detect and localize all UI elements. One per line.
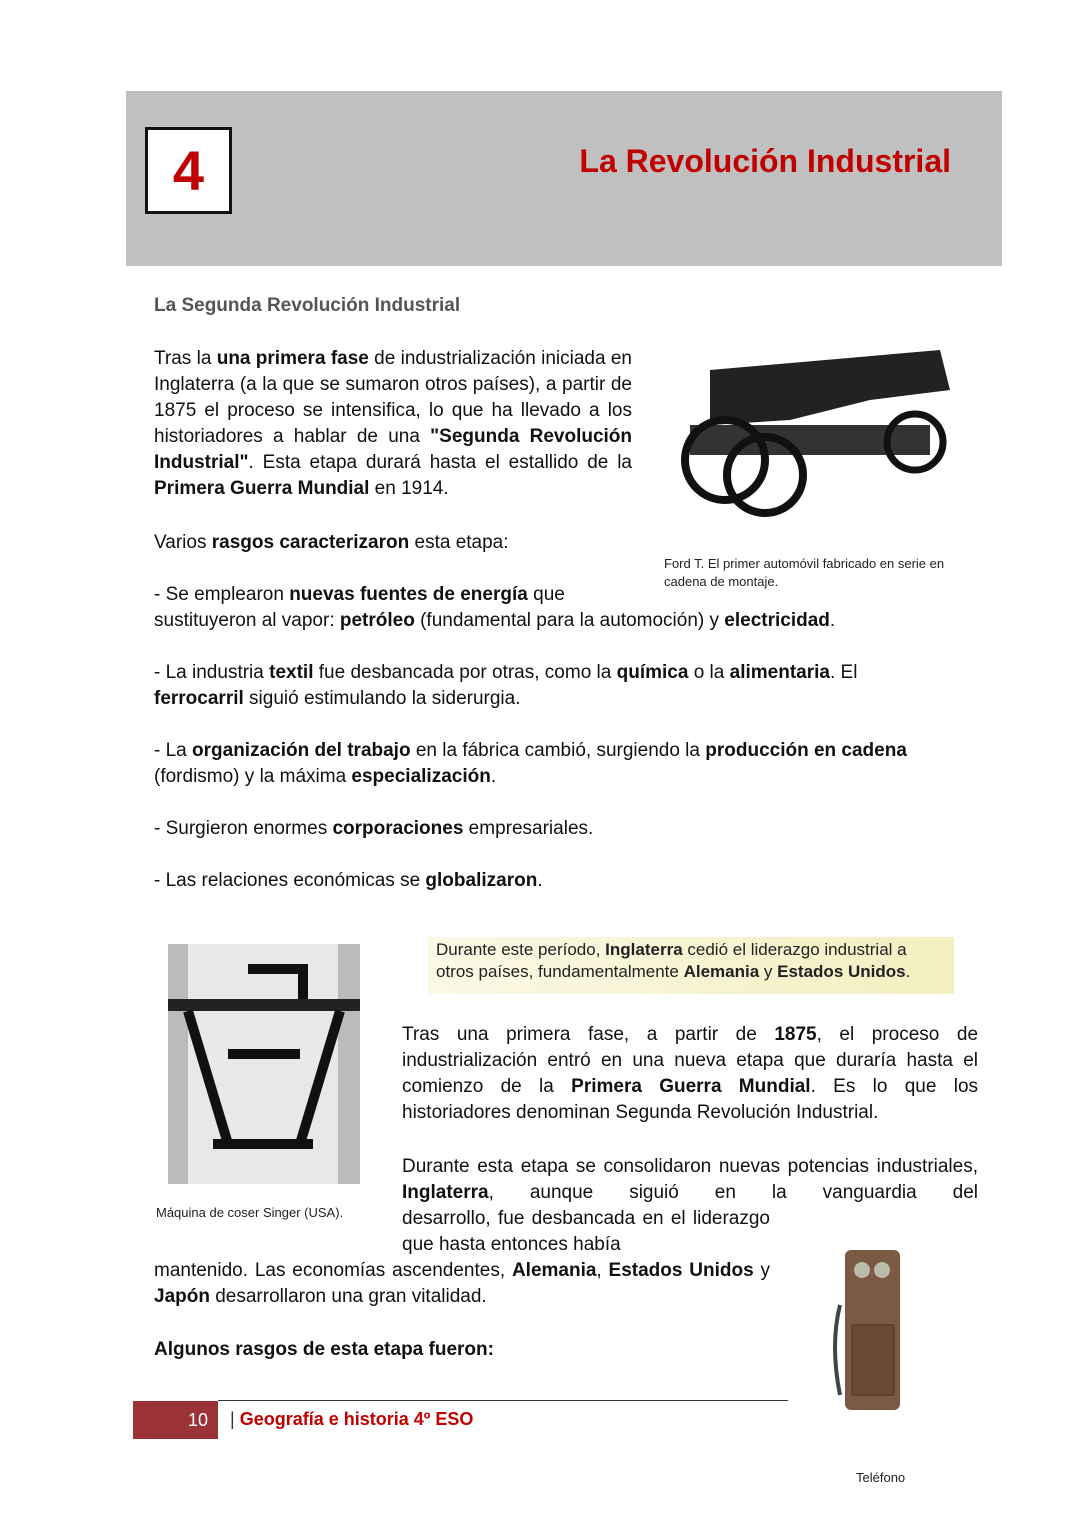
footer-book-title: | Geografía e historia 4º ESO xyxy=(230,1409,474,1429)
text-run: Tras una primera fase, a partir de xyxy=(402,1024,775,1045)
bold-text: nuevas fuentes de energía xyxy=(289,584,528,605)
text-run: , xyxy=(596,1260,609,1281)
telephone-image xyxy=(820,1245,915,1415)
section-title: La Segunda Revolución Industrial xyxy=(154,295,461,316)
bold-text: Inglaterra xyxy=(605,940,683,959)
bold-text: Estados Unidos xyxy=(608,1260,754,1281)
paragraph-powers-3 xyxy=(154,1258,770,1310)
text-run: mantenido. Las economías ascendentes, xyxy=(154,1260,512,1281)
text-run: en la fábrica cambió, surgiendo la xyxy=(410,740,706,761)
bullet-energy-2 xyxy=(154,608,835,634)
text-run: . xyxy=(829,610,836,631)
sewing-caption: Máquina de coser Singer (USA). xyxy=(156,1205,344,1220)
bold-text: textil xyxy=(269,662,314,683)
text-run: . El xyxy=(829,662,858,683)
bold-text: organización del trabajo xyxy=(192,740,411,761)
paragraph-powers-1 xyxy=(402,1154,978,1206)
text-run: . xyxy=(490,766,497,787)
text-run: esta etapa: xyxy=(409,532,509,553)
book-title-text: Geografía e historia 4º ESO xyxy=(239,1409,474,1429)
bold-text: producción en cadena xyxy=(705,740,907,761)
bullet-globalization xyxy=(154,868,543,894)
bold-text: Japón xyxy=(154,1286,210,1307)
text-run: Durante esta etapa se consolidaron nuevas potencias industriales, xyxy=(402,1156,978,1177)
paragraph-1875 xyxy=(402,1022,978,1126)
bold-text: ferrocarril xyxy=(154,688,244,709)
traits-intro xyxy=(154,530,509,556)
page-number: 10 xyxy=(133,1401,218,1439)
text-run: - La xyxy=(154,740,193,761)
bold-text: Primera Guerra Mundial xyxy=(571,1076,811,1097)
text-run: Tras la xyxy=(154,348,217,369)
singer-sewing-machine-image xyxy=(168,944,360,1184)
text-run: de industrialización iniciada en Inglaterra (a la que se sumaron otros países), a partir de 1875 el proceso se intensifica, lo que ha llevado a los historiadores a hablar de una xyxy=(154,348,632,447)
text-run: . xyxy=(905,962,911,981)
bullet-industry xyxy=(154,660,914,712)
text-run: que xyxy=(527,584,565,605)
bold-text: química xyxy=(616,662,689,683)
bold-text: globalizaron xyxy=(425,870,538,891)
traits-heading xyxy=(154,1337,494,1363)
bold-text: una primera fase xyxy=(216,348,369,369)
text-run: y xyxy=(753,1260,771,1281)
footer-divider xyxy=(218,1400,788,1401)
bullet-energy-1 xyxy=(154,582,565,608)
text-run: - Se emplearon xyxy=(154,584,290,605)
text-run: o la xyxy=(688,662,730,683)
chapter-number: 4 xyxy=(145,127,232,214)
bold-text: Inglaterra xyxy=(402,1182,489,1203)
text-run: cedió el liderazgo industrial a otros países, fundamentalmente xyxy=(436,940,907,981)
text-run: - Las relaciones económicas se xyxy=(154,870,426,891)
text-run: fue desbancada por otras, como la xyxy=(313,662,617,683)
bold-text: rasgos caracterizaron xyxy=(211,532,410,553)
ford-t-image xyxy=(670,330,960,520)
bold-text: Primera Guerra Mundial xyxy=(154,478,370,499)
highlight-box xyxy=(428,937,954,994)
bold-text: Algunos rasgos de esta etapa fueron: xyxy=(154,1339,494,1360)
bullet-work-organization xyxy=(154,738,954,790)
text-run: , aunque siguió en la vanguardia del xyxy=(488,1182,978,1203)
intro-paragraph xyxy=(154,346,632,502)
text-run: . Esta etapa durará hasta el estallido de la xyxy=(248,452,632,473)
bold-text: 1875 xyxy=(774,1024,817,1045)
chapter-title: La Revolución Industrial xyxy=(579,143,951,179)
bold-text: alimentaria xyxy=(729,662,830,683)
text-run: (fordismo) y la máxima xyxy=(154,766,352,787)
text-run: - Surgieron enormes xyxy=(154,818,333,839)
bold-text: petróleo xyxy=(339,610,415,631)
text-run: - La industria xyxy=(154,662,270,683)
text-run: y xyxy=(759,962,778,981)
text-run: Varios xyxy=(154,532,212,553)
car-caption: Ford T. El primer automóvil fabricado en serie en cadena de montaje. xyxy=(664,556,945,589)
text-run: siguió estimulando la siderurgia. xyxy=(243,688,521,709)
bold-text: electricidad xyxy=(724,610,830,631)
text-run: , el proceso de industrialización entró en una nueva etapa que duraría hasta el comienzo de la xyxy=(402,1024,979,1097)
bold-text: Estados Unidos xyxy=(777,962,906,981)
text-run: empresariales. xyxy=(463,818,594,839)
bold-text: especialización xyxy=(351,766,491,787)
text-run: Durante este período, xyxy=(436,940,606,959)
text-run: desarrollaron una gran vitalidad. xyxy=(209,1286,487,1307)
bold-text: "Segunda Revolución Industrial" xyxy=(154,426,633,473)
text-run: sustituyeron al vapor: xyxy=(154,610,340,631)
paragraph-powers-2 xyxy=(402,1206,770,1258)
text-run: (fundamental para la automoción) y xyxy=(414,610,725,631)
bullet-corporations xyxy=(154,816,593,842)
text-run: . xyxy=(537,870,543,891)
text-run: desarrollo, fue desbancada en el liderazgo que hasta entonces había xyxy=(402,1208,770,1255)
bold-text: corporaciones xyxy=(332,818,464,839)
bold-text: Alemania xyxy=(511,1260,597,1281)
text-run: . Es lo que los historiadores denominan Segunda Revolución Industrial. xyxy=(402,1076,979,1123)
text-run: en 1914. xyxy=(369,478,449,499)
phone-caption: Teléfono xyxy=(856,1470,906,1485)
bold-text: Alemania xyxy=(683,962,760,981)
